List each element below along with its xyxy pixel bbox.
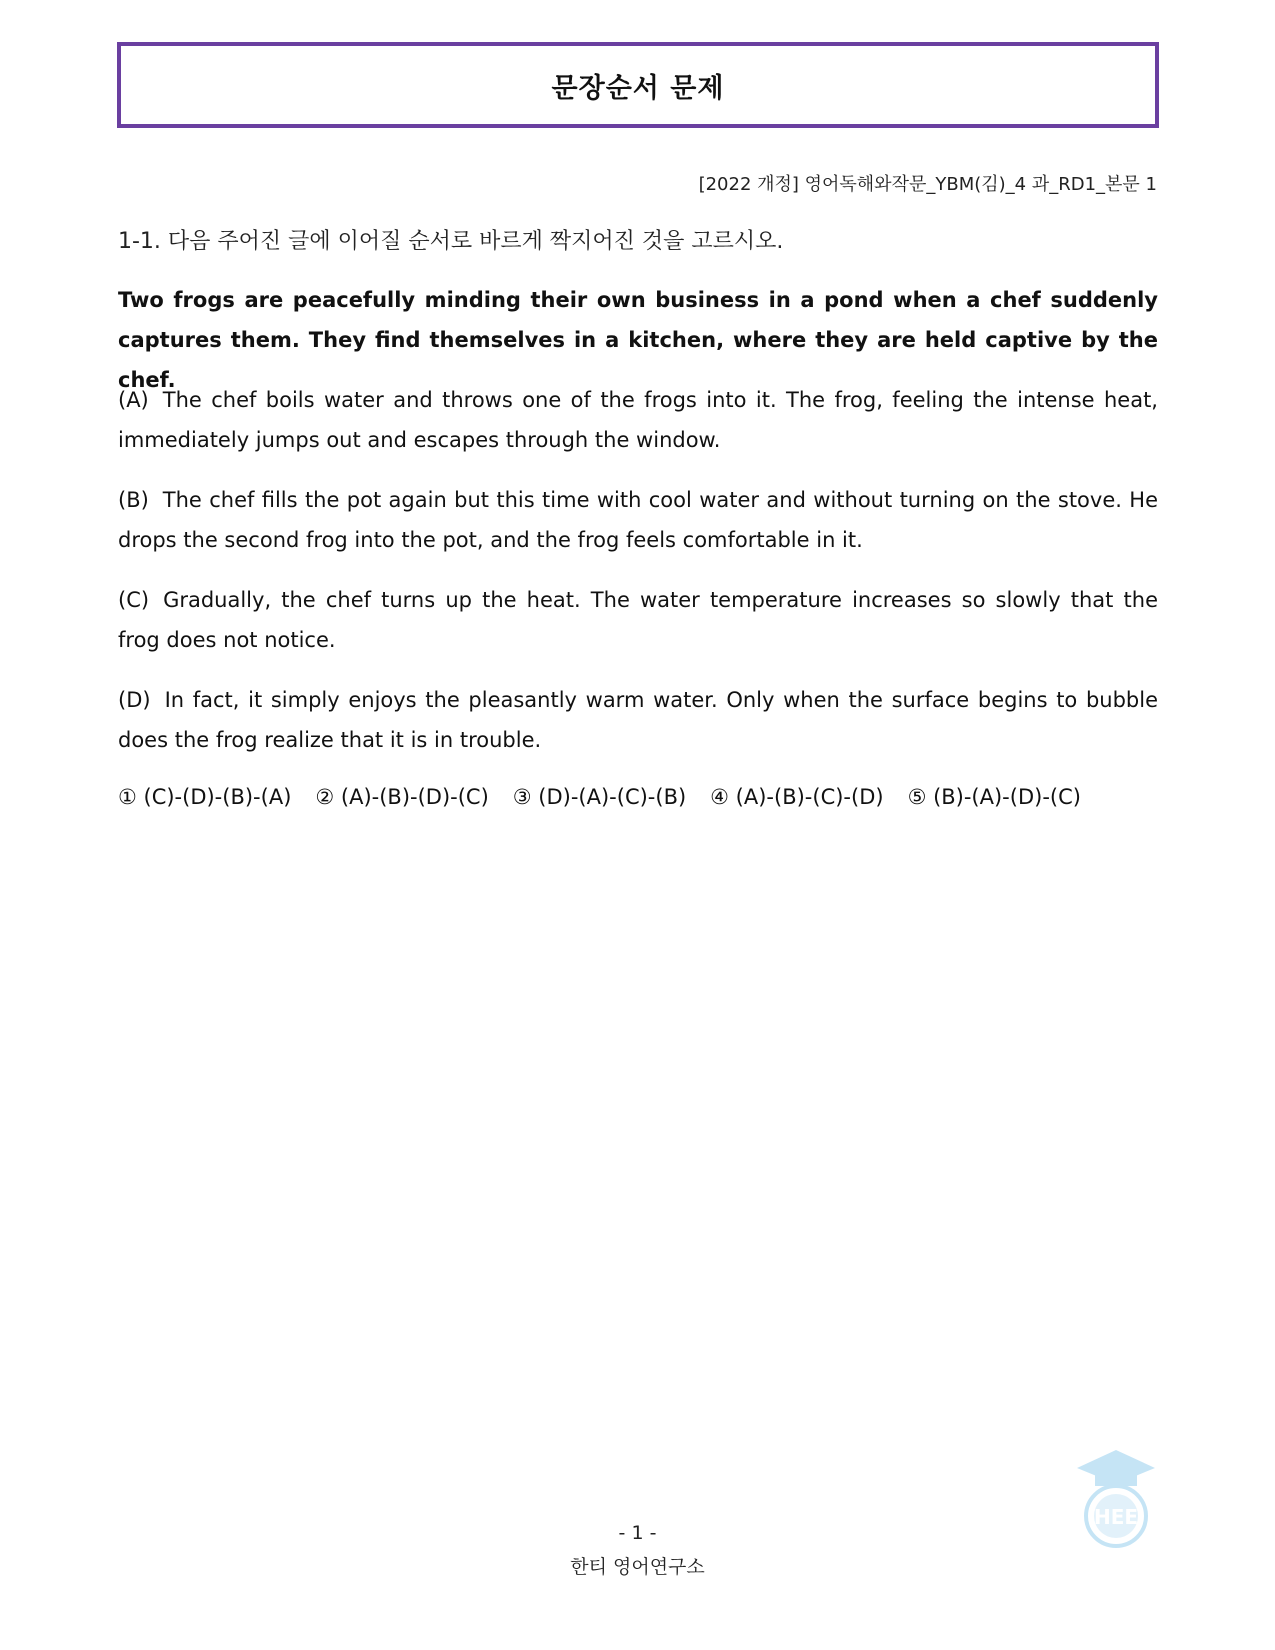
choice-3[interactable]: ③ (D)-(A)-(C)-(B): [512, 785, 687, 809]
svg-text:HEE: HEE: [1093, 1505, 1139, 1529]
choice-4[interactable]: ④ (A)-(B)-(C)-(D): [710, 785, 884, 809]
paragraph-text: In fact, it simply enjoys the pleasantly warm water. Only when the surface begins to bubble does the frog realize that it is in trouble.: [118, 688, 1158, 752]
title-box: [117, 42, 1159, 128]
intro-passage: Two frogs are peacefully minding their own business in a pond when a chef suddenly captures them. They find themselves in a kitchen, where they are held captive by the chef.: [118, 288, 1158, 392]
graduation-cap-logo-icon: [1075, 1448, 1157, 1548]
page-title: 문장순서 문제: [551, 72, 725, 104]
organization-name: 한티 영어연구소: [570, 1556, 705, 1578]
answer-choices: [118, 785, 1105, 809]
question-prompt: 1-1. 다음 주어진 글에 이어질 순서로 바르게 짝지어진 것을 고르시오.: [118, 229, 784, 254]
choice-2[interactable]: ② (A)-(B)-(D)-(C): [315, 785, 489, 809]
paragraph-text: Gradually, the chef turns up the heat. The water temperature increases so slowly that the frog does not notice.: [118, 588, 1158, 652]
page-number: - 1 -: [618, 1522, 657, 1544]
paragraph-label: (C): [118, 588, 150, 612]
paragraph-label: (D): [118, 688, 151, 712]
paragraph-b: [118, 480, 1158, 560]
paragraph-c: [118, 580, 1158, 660]
source-reference: [2022 개정] 영어독해와작문_YBM(김)_4 과_RD1_본문 1: [698, 174, 1157, 195]
paragraph-label: (A): [118, 388, 149, 412]
paragraph-text: The chef boils water and throws one of the frogs into it. The frog, feeling the intense heat, immediately jumps out and escapes through the window.: [118, 388, 1158, 452]
paragraph-text: The chef fills the pot again but this time with cool water and without turning on the stove. He drops the second frog into the pot, and the frog feels comfortable in it.: [118, 488, 1158, 552]
paragraph-d: [118, 680, 1158, 760]
choice-5[interactable]: ⑤ (B)-(A)-(D)-(C): [907, 785, 1081, 809]
paragraph-a: [118, 380, 1158, 460]
choice-1[interactable]: ① (C)-(D)-(B)-(A): [118, 785, 292, 809]
paragraph-label: (B): [118, 488, 149, 512]
